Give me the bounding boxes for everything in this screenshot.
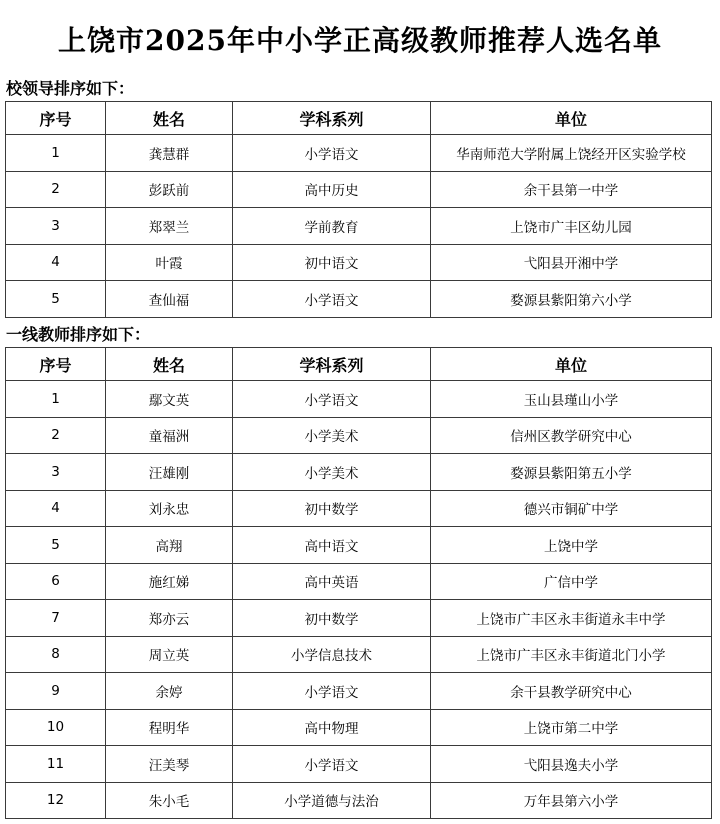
- cell-subject: 小学语文: [233, 746, 431, 783]
- cell-unit: 余干县教学研究中心: [431, 673, 712, 710]
- cell-unit: 上饶市广丰区永丰街道北门小学: [431, 636, 712, 673]
- table-row: [6, 454, 712, 491]
- cell-subject: 高中物理: [233, 709, 431, 746]
- cell-unit: 广信中学: [431, 563, 712, 600]
- cell-unit: 上饶市广丰区永丰街道永丰中学: [431, 600, 712, 637]
- cell-unit: 上饶中学: [431, 527, 712, 564]
- header-no: 序号: [6, 348, 106, 381]
- cell-unit: 弋阳县逸夫小学: [431, 746, 712, 783]
- cell-unit: 玉山县瑾山小学: [431, 381, 712, 418]
- cell-unit: 德兴市铜矿中学: [431, 490, 712, 527]
- header-unit: 单位: [431, 102, 712, 135]
- cell-name: 叶霞: [106, 244, 233, 281]
- cell-name: 查仙福: [106, 281, 233, 318]
- table-row: [6, 527, 712, 564]
- cell-subject: 初中数学: [233, 490, 431, 527]
- cell-subject: 小学语文: [233, 281, 431, 318]
- header-subject: 学科系列: [233, 348, 431, 381]
- cell-name: 汪美琴: [106, 746, 233, 783]
- table-header-row: [6, 102, 712, 135]
- cell-subject: 高中历史: [233, 171, 431, 208]
- table-row: [6, 490, 712, 527]
- cell-no: 7: [6, 600, 106, 637]
- cell-subject: 小学美术: [233, 454, 431, 491]
- cell-subject: 小学语文: [233, 673, 431, 710]
- table-row: [6, 135, 712, 172]
- cell-subject: 小学语文: [233, 135, 431, 172]
- table-row: [6, 244, 712, 281]
- cell-no: 2: [6, 171, 106, 208]
- cell-name: 程明华: [106, 709, 233, 746]
- cell-no: 9: [6, 673, 106, 710]
- header-subject: 学科系列: [233, 102, 431, 135]
- cell-name: 郑翠兰: [106, 208, 233, 245]
- section-label-teachers: 一线教师排序如下：: [6, 325, 151, 344]
- cell-no: 6: [6, 563, 106, 600]
- cell-unit: 弋阳县开湘中学: [431, 244, 712, 281]
- cell-subject: 高中英语: [233, 563, 431, 600]
- cell-name: 施红娣: [106, 563, 233, 600]
- table-header-row: [6, 348, 712, 381]
- cell-name: 龚慧群: [106, 135, 233, 172]
- cell-subject: 高中语文: [233, 527, 431, 564]
- cell-name: 朱小毛: [106, 782, 233, 819]
- cell-subject: 小学语文: [233, 381, 431, 418]
- page-title: 上饶市2025年中小学正高级教师推荐人选名单: [58, 24, 662, 57]
- cell-no: 8: [6, 636, 106, 673]
- cell-subject: 小学道德与法治: [233, 782, 431, 819]
- cell-no: 4: [6, 244, 106, 281]
- cell-no: 5: [6, 527, 106, 564]
- cell-no: 2: [6, 417, 106, 454]
- cell-name: 刘永忠: [106, 490, 233, 527]
- cell-subject: 小学美术: [233, 417, 431, 454]
- teachers-table: [5, 347, 712, 819]
- table-row: [6, 782, 712, 819]
- table-row: [6, 636, 712, 673]
- cell-no: 1: [6, 381, 106, 418]
- cell-subject: 学前教育: [233, 208, 431, 245]
- cell-subject: 初中语文: [233, 244, 431, 281]
- table-row: [6, 417, 712, 454]
- table-row: [6, 281, 712, 318]
- cell-no: 3: [6, 208, 106, 245]
- cell-unit: 婺源县紫阳第六小学: [431, 281, 712, 318]
- header-name: 姓名: [106, 102, 233, 135]
- table-row: [6, 746, 712, 783]
- table-row: [6, 600, 712, 637]
- cell-unit: 万年县第六小学: [431, 782, 712, 819]
- table-row: [6, 563, 712, 600]
- table-row: [6, 208, 712, 245]
- leaders-table: [5, 101, 712, 318]
- cell-name: 鄢文英: [106, 381, 233, 418]
- table-row: [6, 709, 712, 746]
- cell-unit: 华南师范大学附属上饶经开区实验学校: [431, 135, 712, 172]
- cell-unit: 余干县第一中学: [431, 171, 712, 208]
- cell-unit: 信州区教学研究中心: [431, 417, 712, 454]
- cell-unit: 上饶市第二中学: [431, 709, 712, 746]
- cell-no: 4: [6, 490, 106, 527]
- cell-name: 周立英: [106, 636, 233, 673]
- cell-name: 童福洲: [106, 417, 233, 454]
- header-no: 序号: [6, 102, 106, 135]
- cell-no: 11: [6, 746, 106, 783]
- table-row: [6, 171, 712, 208]
- cell-no: 12: [6, 782, 106, 819]
- cell-no: 1: [6, 135, 106, 172]
- header-unit: 单位: [431, 348, 712, 381]
- cell-name: 高翔: [106, 527, 233, 564]
- cell-unit: 婺源县紫阳第五小学: [431, 454, 712, 491]
- cell-name: 汪雄刚: [106, 454, 233, 491]
- cell-no: 10: [6, 709, 106, 746]
- cell-unit: 上饶市广丰区幼儿园: [431, 208, 712, 245]
- table-row: [6, 381, 712, 418]
- cell-subject: 初中数学: [233, 600, 431, 637]
- cell-name: 郑亦云: [106, 600, 233, 637]
- cell-no: 5: [6, 281, 106, 318]
- section-label-leaders: 校领导排序如下：: [6, 79, 135, 98]
- table-row: [6, 673, 712, 710]
- cell-no: 3: [6, 454, 106, 491]
- cell-subject: 小学信息技术: [233, 636, 431, 673]
- cell-name: 余婷: [106, 673, 233, 710]
- header-name: 姓名: [106, 348, 233, 381]
- cell-name: 彭跃前: [106, 171, 233, 208]
